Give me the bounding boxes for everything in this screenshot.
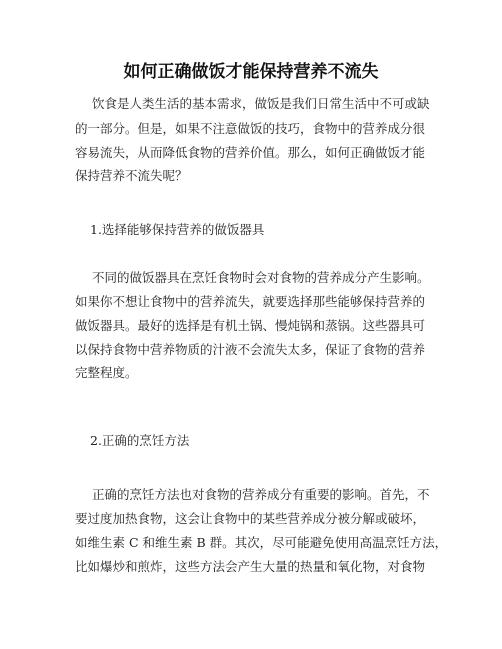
section1-line-5: 完整程度。: [75, 365, 138, 380]
section1-heading: 1.选择能够保持营养的做饭器具: [90, 222, 265, 237]
intro-line-4: 保持营养不流失呢？: [75, 168, 188, 183]
intro-line-3: 容易流失，从而降低食物的营养价值。那么，如何正确做饭才能: [75, 145, 426, 160]
section1-line-4: 以保持食物中营养物质的汁液不会流失太多，保证了食物的营养: [75, 342, 426, 357]
intro-line-2: 的一部分。但是，如果不注意做饭的技巧，食物中的营养成分很: [75, 121, 426, 136]
section2-heading: 2.正确的烹饪方法: [90, 433, 190, 448]
section2-line-2: 要过度加热食物，这会让食物中的某些营养成分被分解或破坏，: [75, 511, 426, 526]
document-title: 如何正确做饭才能保持营养不流失: [123, 62, 379, 82]
section2-line-4: 比如爆炒和煎炸，这些方法会产生大量的热量和氧化物，对食物: [75, 559, 426, 574]
section1-line-3: 做饭器具。最好的选择是有机土锅、慢炖锅和蒸锅。这些器具可: [75, 318, 426, 333]
intro-line-1: 饮食是人类生活的基本需求，做饭是我们日常生活中不可或缺: [92, 96, 430, 111]
section2-line-1: 正确的烹饪方法也对食物的营养成分有重要的影响。首先，不: [92, 487, 430, 502]
section2-line-3: 如维生素 C 和维生素 B 群。其次，尽可能避免使用高温烹饪方法，: [75, 535, 448, 550]
section1-line-1: 不同的做饭器具在烹饪食物时会对食物的营养成分产生影响。: [92, 270, 430, 285]
section1-line-2: 如果你不想让食物中的营养流失，就要选择那些能够保持营养的: [75, 294, 426, 309]
